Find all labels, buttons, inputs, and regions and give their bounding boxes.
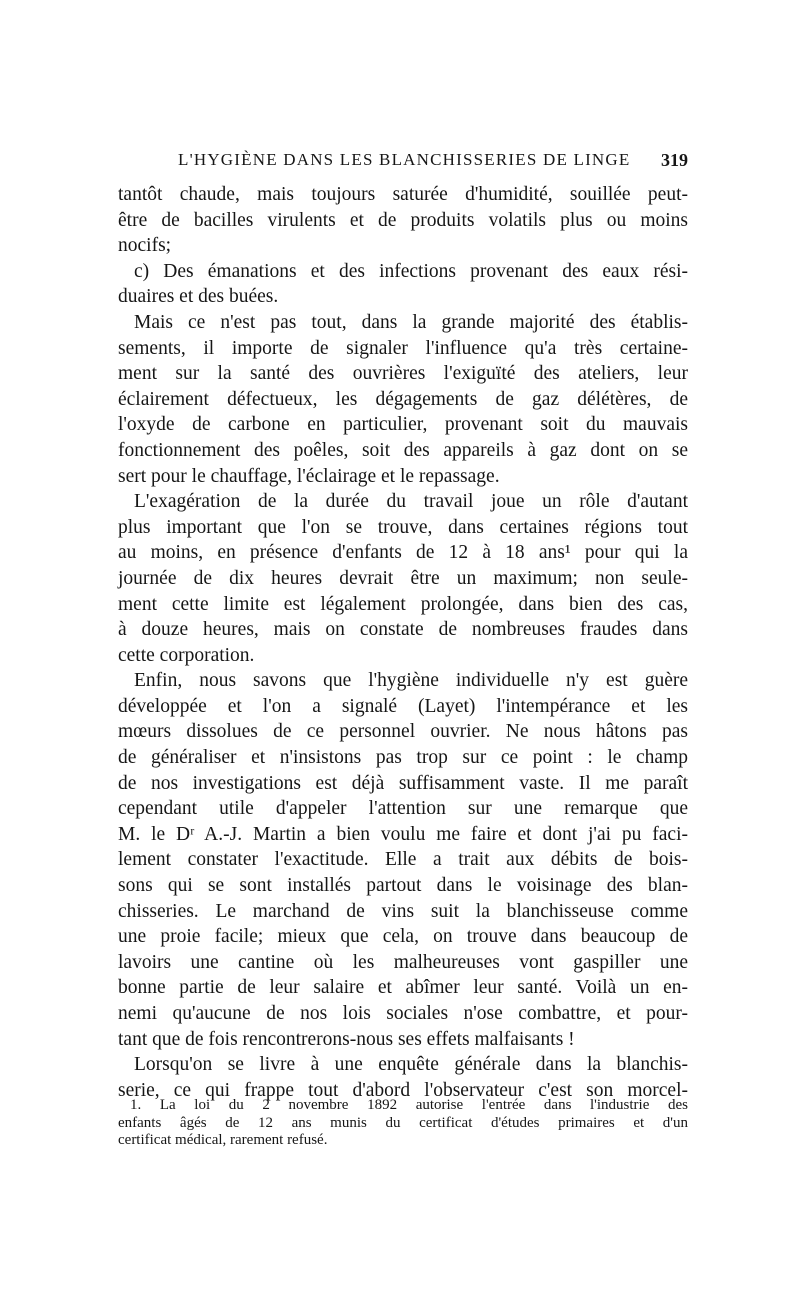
text-line: mœurs dissolues de ce personnel ouvrier. Ne nous hâtons pas <box>118 721 688 743</box>
text-line: fonctionnement des poêles, soit des appareils à gaz dont on se <box>118 439 688 461</box>
text-line: M. le Dʳ A.-J. Martin a bien voulu me faire et dont j'ai pu faci- <box>118 823 688 845</box>
text-line: de nos investigations est déjà suffisamment vaste. Il me paraît <box>118 772 688 794</box>
text-line: cette corporation. <box>118 644 255 666</box>
text-line: tantôt chaude, mais toujours saturée d'humidité, souillée peut- <box>118 184 688 205</box>
text-line: éclairement défectueux, les dégagements de gaz délétères, de <box>118 388 688 410</box>
text-line: de généraliser et n'insistons pas trop sur ce point : le champ <box>118 747 688 769</box>
text-line: lement constater l'exactitude. Elle a trait aux débits de bois- <box>118 849 688 871</box>
footnotes <box>118 1097 688 1150</box>
text-line: journée de dix heures devrait être un maximum; non seule- <box>118 567 688 589</box>
text-line: sements, il importe de signaler l'influence qu'a très certaine- <box>118 337 688 359</box>
text-line: nocifs; <box>118 235 172 257</box>
text-line: lavoirs une cantine où les malheureuses vont gaspiller une <box>118 951 688 973</box>
text-line: chisseries. Le marchand de vins suit la blanchisseuse comme <box>118 900 688 922</box>
body-text <box>118 182 688 1103</box>
text-line: plus important que l'on se trouve, dans certaines régions tout <box>118 516 688 538</box>
text-line: nemi qu'aucune de nos lois sociales n'ose combattre, et pour- <box>118 1003 688 1024</box>
text-line: Enfin, nous savons que l'hygiène individuelle n'y est guère <box>134 670 688 692</box>
text-line: Mais ce n'est pas tout, dans la grande majorité des établis- <box>134 311 688 333</box>
page-header <box>118 150 688 176</box>
footnote-line: certificat médical, rarement refusé. <box>118 1132 328 1148</box>
text-line: cependant utile d'appeler l'attention sur une remarque que <box>118 798 688 820</box>
text-line: L'exagération de la durée du travail joue un rôle d'autant <box>134 491 688 513</box>
text-line: Lorsqu'on se livre à une enquête générale dans la blanchis- <box>134 1054 688 1076</box>
text-line: au moins, en présence d'enfants de 12 à 18 ans¹ pour qui la <box>118 542 688 564</box>
text-line: duaires et des buées. <box>118 286 279 308</box>
text-line: l'oxyde de carbone en particulier, provenant soit du mauvais <box>118 414 688 436</box>
page-number: 319 <box>661 150 688 170</box>
footnote-line: 1. La loi du 2 novembre 1892 autorise l'entrée dans l'industrie des <box>130 1097 688 1113</box>
text-line: c) Des émanations et des infections provenant des eaux rési- <box>134 260 688 282</box>
text-line: tant que de fois rencontrerons-nous ses effets malfaisants ! <box>118 1028 575 1050</box>
text-line: être de bacilles virulents et de produits volatils plus ou moins <box>118 209 688 231</box>
footnote-line: enfants âgés de 12 ans munis du certificat d'études primaires et d'un <box>118 1114 688 1131</box>
text-line: serie, ce qui frappe tout d'abord l'observateur c'est son morcel- <box>118 1079 688 1101</box>
text-line: développée et l'on a signalé (Layet) l'intempérance et les <box>118 695 688 717</box>
text-line: une proie facile; mieux que cela, on trouve dans beaucoup de <box>118 926 688 948</box>
text-line: sert pour le chauffage, l'éclairage et le repassage. <box>118 465 500 487</box>
text-line: à douze heures, mais on constate de nombreuses fraudes dans <box>118 619 688 641</box>
text-line: ment sur la santé des ouvrières l'exiguïté des ateliers, leur <box>118 363 688 385</box>
running-head: L'HYGIÈNE DANS LES BLANCHISSERIES DE LINGE <box>178 150 631 169</box>
text-line: ment cette limite est légalement prolongée, dans bien des cas, <box>118 593 688 615</box>
text-line: sons qui se sont installés partout dans le voisinage des blan- <box>118 875 688 897</box>
text-line: bonne partie de leur salaire et abîmer leur santé. Voilà un en- <box>118 977 688 999</box>
